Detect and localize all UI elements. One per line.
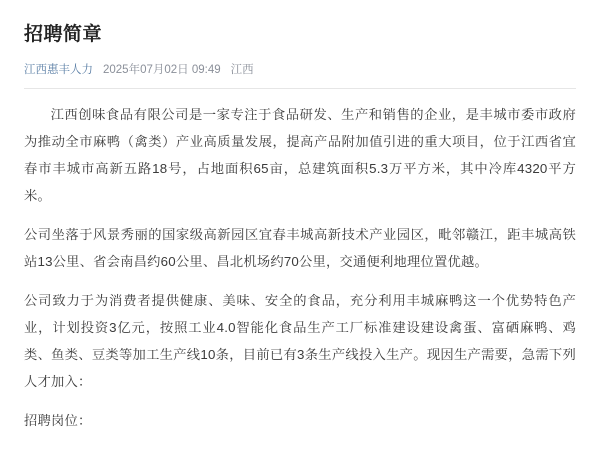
article-paragraph: 公司致力于为消费者提供健康、美味、安全的食品，充分利用丰城麻鸭这一个优势特色产业，计划投资3亿元，按照工业4.0智能化食品生产工厂标准建设建设禽蛋、富硒麻鸭、鸡类、鱼类、豆类等加工生产线10条，目前已有3条生产线投入生产。现因生产需要，急需下列人才加入： xyxy=(24,293,576,389)
article-datetime: 2025年07月02日 09:49 xyxy=(103,64,221,76)
header-divider xyxy=(24,88,576,89)
article-paragraph: 江西创味食品有限公司是一家专注于食品研发、生产和销售的企业，是丰城市委市政府为推动全市麻鸭（禽类）产业高质量发展，提高产品附加值引进的重大项目，位于江西省宜春市丰城市高新五路18号，占地面积65亩，总建筑面积5.3万平方米，其中冷库4320平方米。 xyxy=(24,107,576,203)
article-paragraph: 公司坐落于风景秀丽的国家级高新园区宜春丰城高新技术产业园区，毗邻赣江，距丰城高铁站13公里、省会南昌约60公里、昌北机场约70公里，交通便利地理位置优越。 xyxy=(24,227,576,269)
page-title: 招聘简章 xyxy=(24,24,103,45)
article-section-heading: 招聘岗位： xyxy=(24,413,92,428)
article-source[interactable]: 江西惠丰人力 xyxy=(24,64,93,76)
article-meta xyxy=(24,62,576,78)
article-location: 江西 xyxy=(230,64,254,76)
